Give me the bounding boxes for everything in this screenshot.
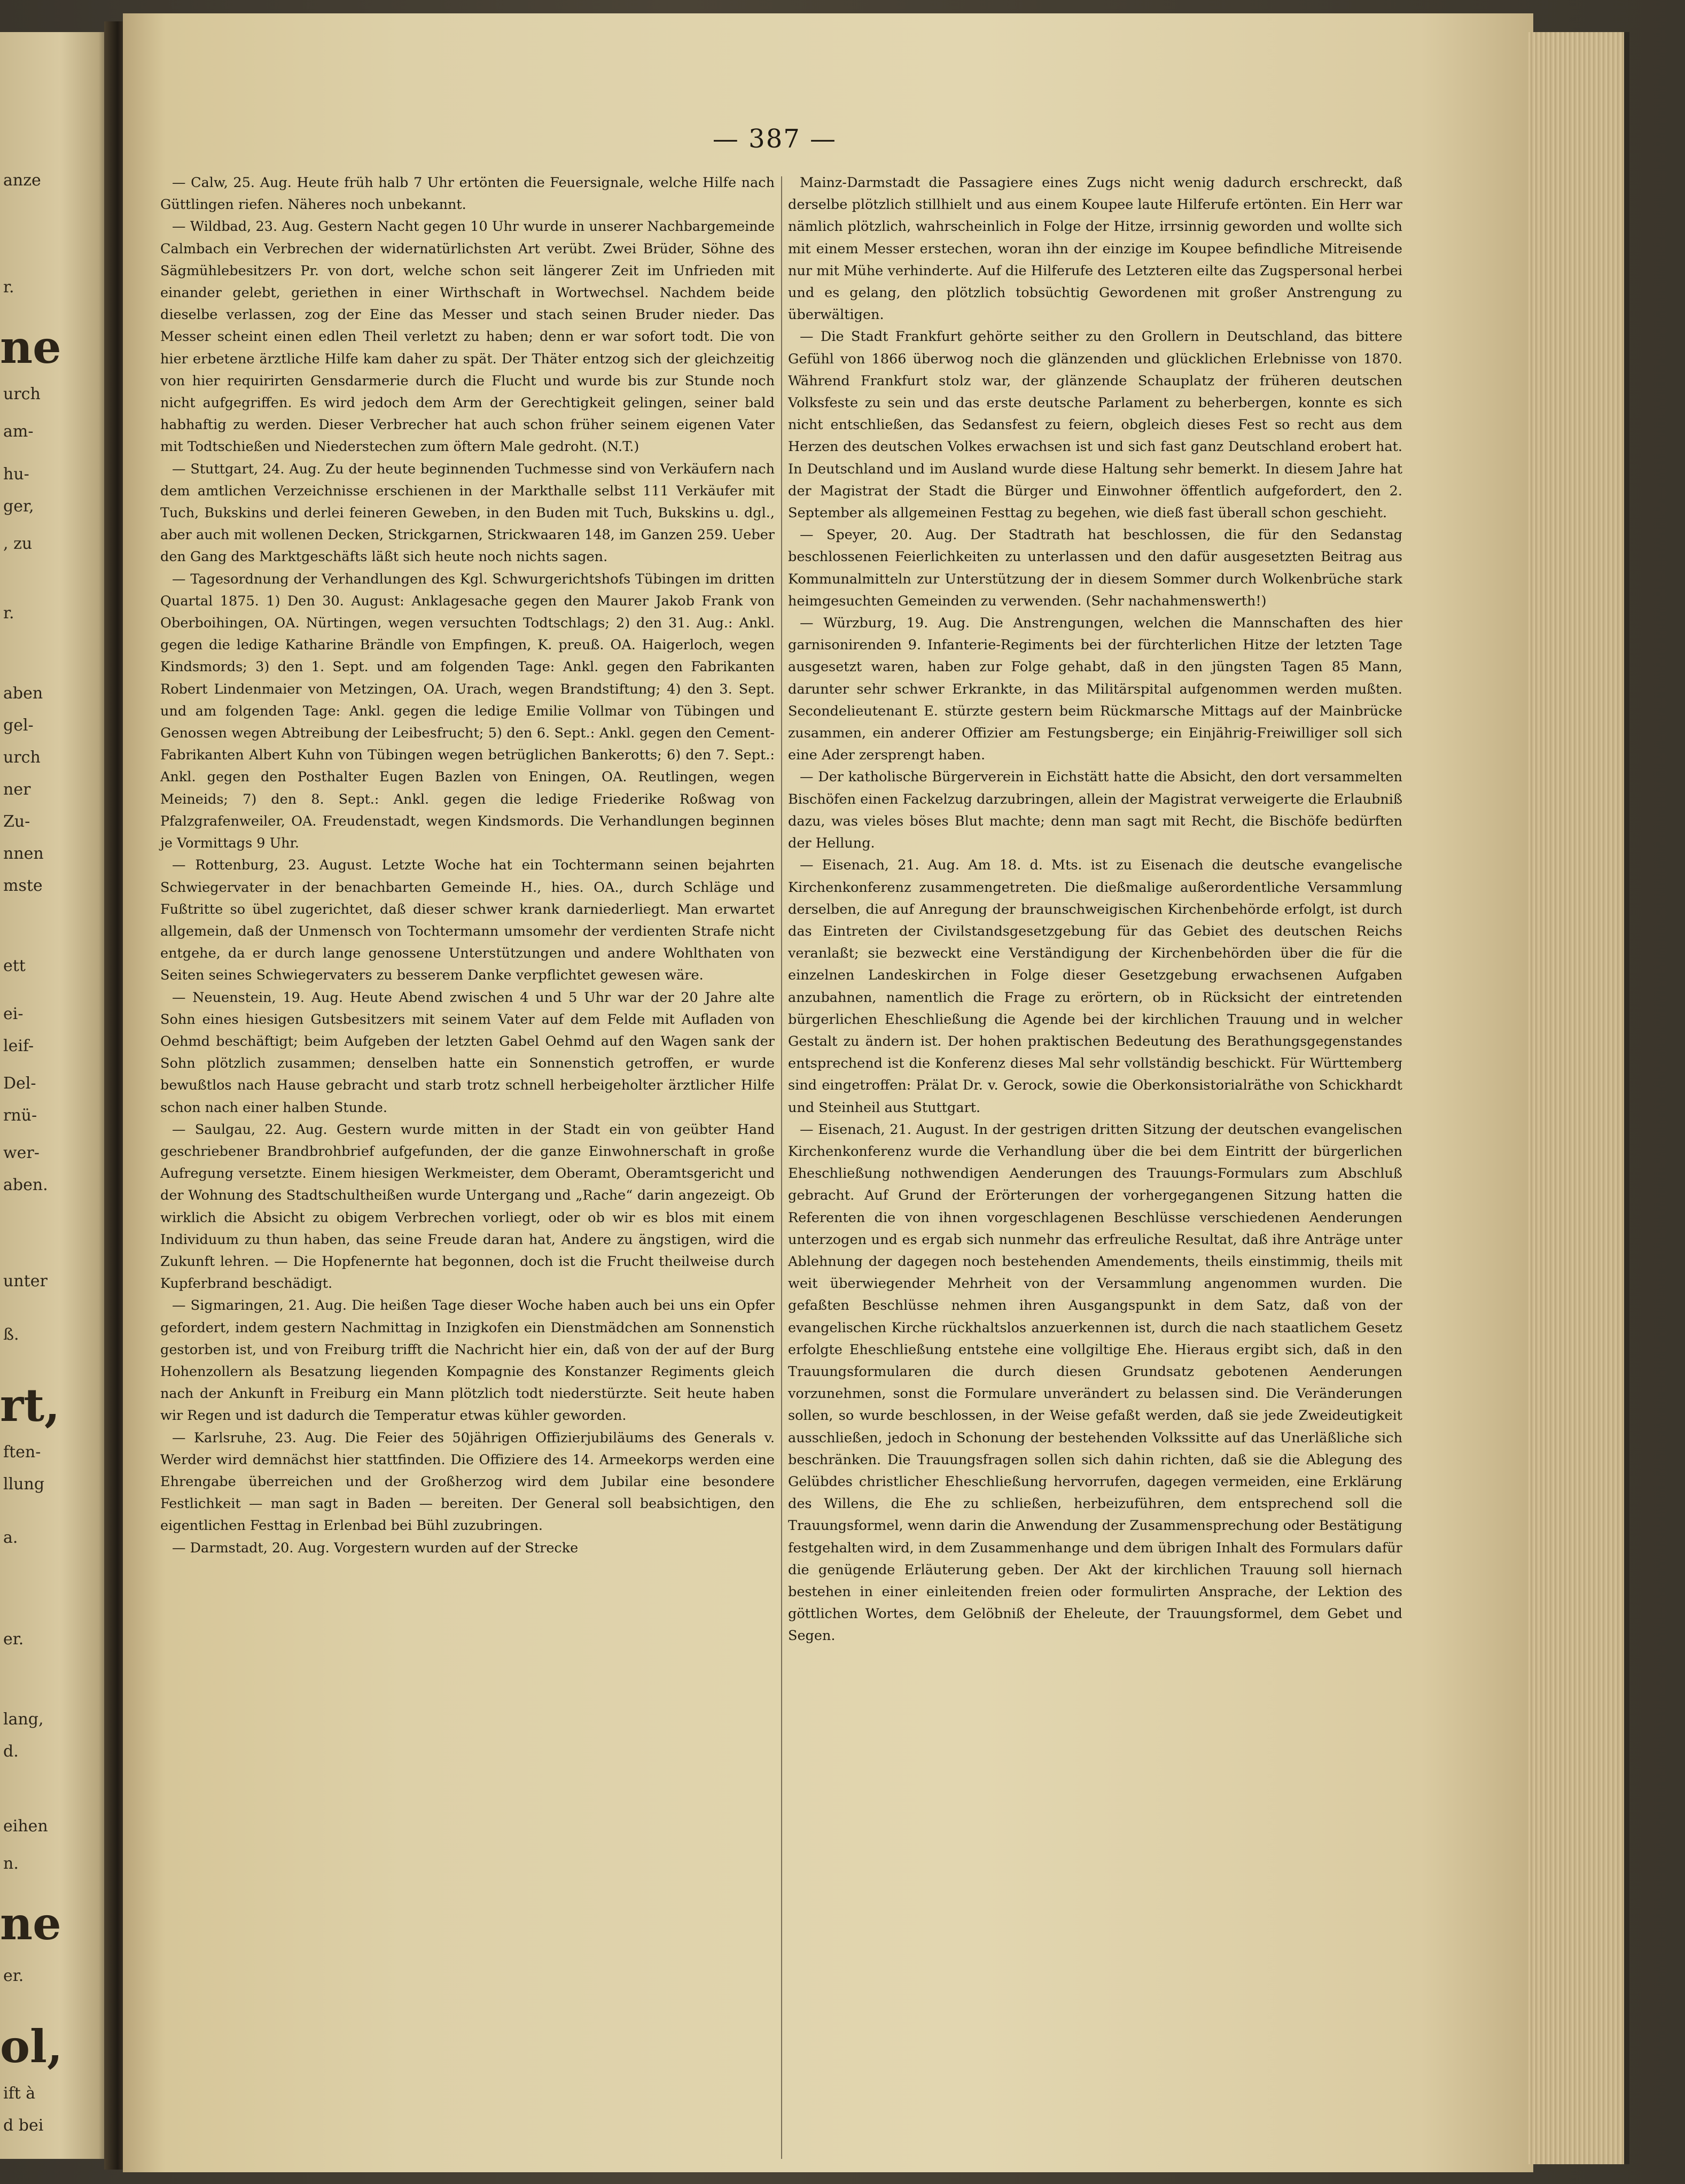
left-page-fragment: ei-: [3, 1005, 24, 1023]
left-page-fragment: llung: [3, 1475, 45, 1494]
left-page-fragment: ol,: [0, 2020, 63, 2073]
left-page-fragment: hu-: [3, 465, 29, 484]
left-column: [160, 172, 775, 1559]
left-page-fragment: n.: [3, 1854, 19, 1873]
left-page-fragment: , zu: [3, 534, 33, 553]
left-page-fragment: leif-: [3, 1037, 34, 1055]
left-page-fragment: urch: [3, 748, 41, 767]
page-block-edges: [1528, 32, 1629, 2164]
left-page-fragment: ne: [0, 1897, 61, 1950]
article-paragraph: — Karlsruhe, 23. Aug. Die Feier des 50jährigen Offizierjubiläums des Generals v. Werder wird demnächst hier stattfinden. Die Offiziere des 14. Armeekorps werden eine Ehrengabe überreichen und der Großherzog wird dem Jubilar eine besondere Festlichkeit — man sagt in Baden — bereiten. Der General soll beabsichtigen, den eigentlichen Festtag in Erlenbad bei Bühl zuzubringen.: [160, 1429, 775, 1534]
left-page-fragment: ger,: [3, 497, 34, 516]
left-page-fragment: wer-: [3, 1144, 40, 1162]
article-paragraph: — Saulgau, 22. Aug. Gestern wurde mitten in der Stadt ein von geübter Hand geschriebener Brandbrohbrief aufgefunden, der die ganze Einwohnerschaft in große Aufregung versetzte. Einem hiesigen Werkmeister, dem Oberamt, Oberamtsgericht und der Wohnung des Stadtschultheißen wurde Untergang und „Rache“ darin angezeigt. Ob wirklich die Absicht zu obigem Verbrechen vorliegt, oder ob wir es blos mit einem Individuum zu thun haben, das seine Freude daran hat, Andere zu ängstigen, wird die Zukunft lehren. — Die Hopfenernte hat begonnen, doch ist die Frucht theilweise durch Kupferbrand beschädigt.: [160, 1121, 775, 1292]
left-page-fragment: aben.: [3, 1176, 48, 1194]
article-paragraph: — Neuenstein, 19. Aug. Heute Abend zwischen 4 und 5 Uhr war der 20 Jahre alte Sohn eines hiesigen Gutsbesitzers mit seinem Vater auf dem Felde mit Aufladen von Oehmd beschäftigt; beim Aufgeben der letzten Gabel Oehmd auf den Wagen sank der Sohn plötzlich zusammen; denselben hatte ein Sonnenstich getroffen, er wurde bewußtlos nach Hause gebracht und starb trotz schnell herbeigeholter ärztlicher Hilfe schon nach einer halben Stunde.: [160, 989, 775, 1116]
article-paragraph: Mainz-Darmstadt die Passagiere eines Zugs nicht wenig dadurch erschreckt, daß derselbe plötzlich stillhielt und aus einem Koupee laute Hilferufe ertönten. Ein Herr war nämlich plötzlich, wahrscheinlich in Folge der Hitze, irrsinnig geworden und wollte sich mit einem Messer erstechen, woran ihn der einzige im Koupee befindliche Mitreisende nur mit Mühe verhinderte. Auf die Hilferufe des Letzteren eilte das Zugspersonal herbei und es gelang, den plötzlich tobsüchtig Gewordenen mit großer Anstrengung zu überwältigen.: [788, 175, 1402, 323]
left-page-fragment: Zu-: [3, 812, 30, 831]
article-paragraph: — Der katholische Bürgerverein in Eichstätt hatte die Absicht, den dort versammelten Bischöfen einen Fackelzug darzubringen, allein der Magistrat verweigerte die Erlaubniß dazu, was vieles böses Blut machte; denn man sagt mit Recht, die Bischöfe bedürften der Hellung.: [788, 769, 1402, 852]
article-paragraph: — Würzburg, 19. Aug. Die Anstrengungen, welchen die Mannschaften des hier garnisonirenden 9. Infanterie-Regiments bei der fürchterlichen Hitze der letzten Tage ausgesetzt waren, haben zur Folge gehabt, daß in den jüngsten Tagen 85 Mann, darunter sehr schwer Erkrankte, in das Militärspital aufgenommen werden mußten. Secondelieutenant E. stürzte gestern beim Rückmarsche Mittags auf der Mainbrücke zusammen, ein anderer Offizier am Festungsberge; ein Einjährig-Freiwilliger soll sich eine Ader zersprengt haben.: [788, 615, 1402, 764]
article-paragraph: — Wildbad, 23. Aug. Gestern Nacht gegen 10 Uhr wurde in unserer Nachbargemeinde Calmbach ein Verbrechen der widernatürlichsten Art verübt. Zwei Brüder, Söhne des Sägmühlebesitzers Pr. von dort, welche schon seit längerer Zeit im Unfrieden mit einander gelebt, geriethen in einer Wirthschaft in Wortwechsel. Nachdem beide dieselbe verlassen, zog der Eine das Messer und stach seinen Bruder nieder. Das Messer scheint einen edlen Theil verletzt zu haben; denn er war sofort todt. Die von hier erbetene ärztliche Hilfe kam daher zu spät. Der Thäter entzog sich der gleichzeitig von hier requirirten Gensdarmerie durch die Flucht und wurde bis zur Stunde noch nicht aufgegriffen. Es wird jedoch dem Arm der Gerechtigkeit gelingen, seiner bald habhaftig zu werden. Dieser Verbrecher hat auch schon früher seinem eigenen Vater mit Todtschießen und Niederstechen zum öftern Male gedroht. (N.T.): [160, 219, 775, 455]
left-page-fragment: gel-: [3, 716, 34, 735]
left-page-edge: [0, 32, 110, 2159]
right-column: [788, 172, 1402, 1647]
left-page-fragment: d bei: [3, 2116, 44, 2135]
left-page-fragment: urch: [3, 385, 41, 403]
left-page-fragment: a.: [3, 1528, 18, 1547]
left-page-fragment: d.: [3, 1742, 19, 1761]
left-page-fragment: er.: [3, 1967, 24, 1985]
left-page-fragment: eihen: [3, 1817, 48, 1836]
left-page-fragment: nnen: [3, 844, 44, 863]
left-page-fragment: Del-: [3, 1074, 36, 1093]
left-page-fragment: lang,: [3, 1710, 44, 1729]
article-paragraph: — Calw, 25. Aug. Heute früh halb 7 Uhr ertönten die Feuersignale, welche Hilfe nach Güttlingen riefen. Näheres noch unbekannt.: [160, 175, 775, 213]
left-page-fragment: ne: [0, 321, 61, 374]
left-page-fragment: am-: [3, 422, 34, 441]
left-page-fragment: mste: [3, 876, 43, 895]
left-page-fragment: ner: [3, 780, 31, 799]
article-paragraph: — Darmstadt, 20. Aug. Vorgestern wurden auf der Strecke: [172, 1540, 579, 1556]
page-number: — 387 —: [712, 124, 837, 154]
left-page-fragment: unter: [3, 1272, 48, 1291]
left-page-fragment: ift à: [3, 2084, 36, 2103]
article-paragraph: — Rottenburg, 23. August. Letzte Woche hat ein Tochtermann seinen bejahrten Schwiegervater in der benachbarten Gemeinde H., hies. OA., durch Schläge und Fußtritte so übel zugerichtet, daß dieser schwer krank darniederliegt. Man erwartet allgemein, daß der Unmensch von Tochtermann umsomehr der verdienten Strafe nicht entgehe, da er durch lange genossene Unterstützungen und andere Wohlthaten von Seiten seines Schwiegervaters zu besserem Danke verpflichtet gewesen wäre.: [160, 857, 775, 984]
left-page-fragment: ften-: [3, 1443, 41, 1462]
left-page-fragment: r.: [3, 604, 14, 623]
left-page-fragment: rnü-: [3, 1106, 37, 1125]
article-paragraph: — Die Stadt Frankfurt gehörte seither zu den Grollern in Deutschland, das bittere Gefühl von 1866 überwog noch die glänzenden und glücklichen Erlebnisse von 1870. Während Frankfurt stolz war, der glänzende Schauplatz der früheren deutschen Volksfeste zu sein und das erste deutsche Parlament zu beherbergen, konnte es sich nicht entschließen, das Sedansfest zu feiern, obgleich dieses Fest so recht aus dem Herzen des deutschen Volkes erwachsen ist und sich fast ganz Deutschland erobert hat. In Deutschland und im Ausland wurde diese Haltung sehr bemerkt. In diesem Jahre hat der Magistrat der Stadt die Bürger und Einwohner öffentlich aufgefordert, den 2. September als allgemeinen Festtag zu begehen, wie dieß fast überall schon geschieht.: [788, 329, 1402, 522]
left-page-fragment: ß.: [3, 1325, 19, 1344]
left-page-fragment: rt,: [0, 1379, 60, 1432]
article-paragraph: — Speyer, 20. Aug. Der Stadtrath hat beschlossen, die für den Sedanstag beschlossenen Feierlichkeiten zu unterlassen und den dafür ausgesetzten Beitrag aus Kommunalmitteln zur Unterstützung der in diesem Sommer durch Wolkenbrüche stark heimgesuchten Gemeinden zu verwenden. (Sehr nachahmenswerth!): [788, 527, 1402, 609]
article-paragraph: — Sigmaringen, 21. Aug. Die heißen Tage dieser Woche haben auch bei uns ein Opfer gefordert, indem gestern Nachmittag in Inzigkofen ein Dienstmädchen am Sonnenstich gestorben ist, und von Freiburg trifft die Nachricht hier ein, daß von der auf der Burg Hohenzollern als Besatzung liegenden Kompagnie des Konstanzer Regiments gleich nach der Ankunft in Freiburg ein Mann plötzlich todt niederstürzte. Seit heute haben wir Regen und ist dadurch die Temperatur etwas kühler geworden.: [160, 1297, 775, 1424]
left-page-fragment: ett: [3, 957, 26, 975]
article-paragraph: — Eisenach, 21. Aug. Am 18. d. Mts. ist zu Eisenach die deutsche evangelische Kirchenkonferenz zusammengetreten. Die dießmalige außerordentliche Versammlung derselben, die auf Anregung der braunschweigischen Kirchenbehörde erfolgt, ist durch das Eintreten der Civilstandsgesetzgebung für das Gebiet des deutschen Reichs veranlaßt; sie bezweckt eine Verständigung der Kirchenbehörden über die für die einzelnen Landeskirchen in Folge dieser Gesetzgebung erwachsenen Aufgaben anzubahnen, namentlich die Frage zu erörtern, ob in Rücksicht der eintretenden bürgerlichen Eheschließung die Agende bei der kirchlichen Trauung und in welcher Gestalt zu ändern ist. Der hohen praktischen Bedeutung des Berathungsgegenstandes entsprechend ist die Konferenz dieses Mal sehr vollständig beschickt. Für Württemberg sind eingetroffen: Prälat Dr. v. Gerock, sowie die Oberkonsistorialräthe von Schickhardt und Steinheil aus Stuttgart.: [788, 857, 1402, 1116]
left-page-fragment: er.: [3, 1630, 24, 1649]
article-paragraph: — Eisenach, 21. August. In der gestrigen dritten Sitzung der deutschen evangelischen Kirchenkonferenz wurde die Verhandlung über die bei dem Eintritt der bürgerlichen Eheschließung nothwendigen Aenderungen des Trauungs-Formulars zum Abschluß gebracht. Auf Grund der Erörterungen der vorhergegangenen Sitzung hatten die Referenten die von ihnen vorgeschlagenen Beschlüsse verschiedenen Aenderungen unterzogen und es ergab sich nunmehr das erfreuliche Resultat, daß ihre Anträge unter Ablehnung der dagegen noch bestehenden Amendements, theils einstimmig, theils mit weit überwiegender Mehrheit von der Versammlung angenommen wurden. Die gefaßten Beschlüsse nehmen ihren Ausgangspunkt in dem Satz, daß von der evangelischen Kirche rückhaltslos anzuerkennen ist, durch die nach staatlichem Gesetz erfolgte Eheschließung entstehe eine vollgiltige Ehe. Hieraus ergibt sich, daß in den Trauungsformularen die durch diesen Grundsatz gebotenen Aenderungen vorzunehmen, sonst die Formulare unverändert zu belassen sind. Die Veränderungen sollen, so wurde beschlossen, in der Weise gefaßt werden, daß sie jede Zweideutigkeit ausschließen, jedoch in Schonung der bestehenden Volkssitte auf das Unerläßliche sich beschränken. Die Trauungsfragen sollen sich dahin richten, daß sie die Ablegung des Gelübdes christlicher Eheschließung hervorrufen, dagegen vermeiden, eine Erklärung des Willens, die Ehe zu schließen, herbeizuführen, dem entsprechend soll die Trauungsformel, wenn darin die Anwendung der Zusammensprechung oder Bestätigung festgehalten wird, in dem Zusammenhange und dem übrigen Inhalt des Formulars dafür die genügende Erläuterung geben. Der Akt der kirchlichen Trauung soll hiernach bestehen in einer einleitenden freien oder formulirten Ansprache, der Lektion des göttlichen Wortes, dem Gelöbniß der Eheleute, der Trauungsformel, dem Gebet und Segen.: [788, 1121, 1402, 1644]
article-paragraph: — Tagesordnung der Verhandlungen des Kgl. Schwurgerichtshofs Tübingen im dritten Quartal 1875. 1) Den 30. August: Anklagesache gegen den Maurer Jakob Frank von Oberboihingen, OA. Nürtingen, wegen versuchten Todtschlags; 2) den 31. Aug.: Ankl. gegen die ledige Katharine Brändle von Empfingen, K. preuß. OA. Haigerloch, wegen Kindsmords; 3) den 1. Sept. und am folgenden Tage: Ankl. gegen den Fabrikanten Robert Lindenmaier von Metzingen, OA. Urach, wegen Brandstiftung; 4) den 3. Sept. und am folgenden Tage: Ankl. gegen die ledige Emilie Vollmar von Tübingen und Genossen wegen Abtreibung der Leibesfrucht; 5) den 6. Sept.: Ankl. gegen den Cement-Fabrikanten Albert Kuhn von Tübingen wegen betrüglichen Bankerotts; 6) den 7. Sept.: Ankl. gegen den Posthalter Eugen Bazlen von Eningen, OA. Reutlingen, wegen Meineids; 7) den 8. Sept.: Ankl. gegen die ledige Friederike Roßwag von Pfalzgrafenweiler, OA. Freudenstadt, wegen Kindsmords. Die Verhandlungen beginnen je Vormittags 9 Uhr.: [160, 571, 775, 852]
left-page-fragment: anze: [3, 171, 41, 190]
left-page-fragment: aben: [3, 684, 43, 703]
article-paragraph: — Stuttgart, 24. Aug. Zu der heute beginnenden Tuchmesse sind von Verkäufern nach dem amtlichen Verzeichnisse erschienen in der Markthalle selbst 111 Verkäufer mit Tuch, Bukskins und derlei feineren Geweben, in den Buden mit Tuch, Bukskins u. dgl., aber auch mit wollenen Decken, Strickgarnen, Strickwaaren 148, im Ganzen 259. Ueber den Gang des Marktgeschäfts läßt sich heute noch nichts sagen.: [160, 461, 775, 565]
left-page-fragment: r.: [3, 278, 14, 297]
column-divider: [781, 176, 782, 2159]
